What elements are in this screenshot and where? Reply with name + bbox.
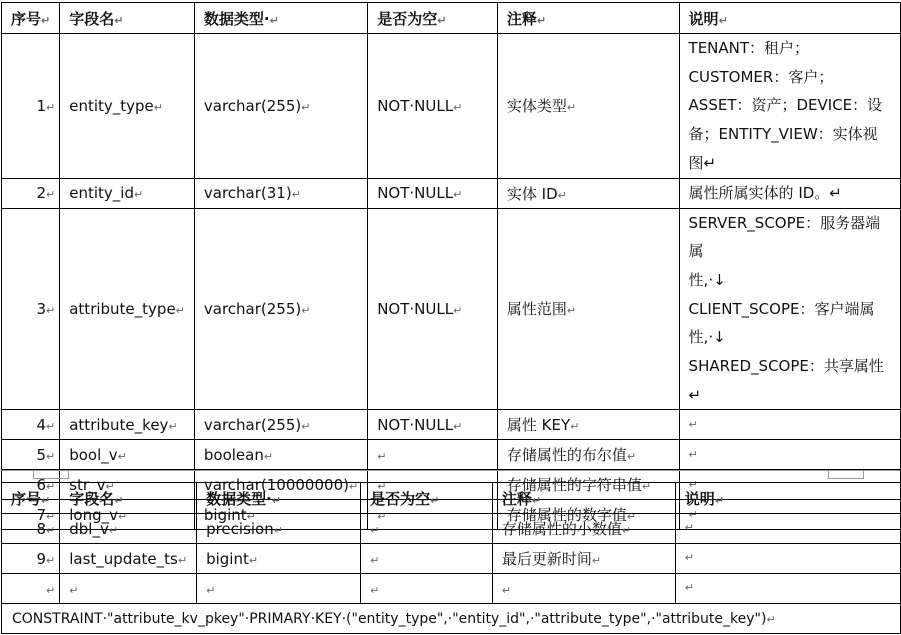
cell-desc	[679, 440, 900, 470]
paragraph-mark: ↵	[46, 479, 56, 493]
paragraph-mark: ↵	[46, 583, 56, 597]
paragraph-mark: ↵	[453, 419, 463, 433]
header-col-desc: 说明↵	[679, 3, 900, 34]
cell-no-text: 1	[36, 96, 47, 115]
paragraph-mark: ↵	[105, 479, 115, 493]
paragraph-mark: ↵	[566, 304, 577, 318]
cell-field-text: entity_type	[69, 96, 154, 115]
paragraph-mark: ↵	[291, 188, 301, 202]
header-col-type: 数据类型·↵	[197, 483, 361, 514]
paragraph-mark: ↵	[348, 479, 359, 493]
cell-type	[194, 34, 367, 179]
cell-no-text: 7	[36, 505, 47, 524]
paragraph-mark: ↵	[453, 303, 463, 317]
paragraph-mark: ↵	[46, 419, 56, 433]
table-row	[2, 514, 901, 544]
paragraph-mark: ↵	[248, 553, 259, 567]
cell-comment	[492, 544, 675, 574]
paragraph-mark: ↵	[46, 449, 56, 463]
cell-no	[2, 410, 60, 440]
cell-field	[60, 34, 195, 179]
paragraph-mark: ↵	[626, 510, 637, 524]
table-row	[2, 440, 901, 470]
paragraph-mark: ↵	[430, 493, 440, 507]
cell-no	[2, 178, 60, 208]
desc-line: CUSTOMER：客户；	[688, 67, 834, 86]
paragraph-mark: ↵	[301, 100, 311, 114]
page-break-line	[1, 470, 900, 471]
cell-type-text: varchar(255)	[203, 96, 302, 115]
header-col-comment: 注释↵	[492, 483, 675, 514]
cell-field-text: attribute_type	[69, 299, 176, 318]
cell-type-text: bigint	[203, 505, 247, 524]
cell-no	[2, 440, 60, 470]
paragraph-mark: ↵	[46, 303, 56, 317]
paragraph-mark: ↵	[591, 554, 602, 567]
paragraph-mark: ↵	[301, 303, 311, 317]
paragraph-mark: ↵	[377, 479, 387, 493]
cell-type-text: boolean	[203, 445, 264, 464]
constraint-text: CONSTRAINT·"attribute_kv_pkey"·PRIMARY·KEY·("entity_type",·"entity_id",·"attribute_type",·"attribute_key")	[12, 610, 767, 627]
page-break-marker-right	[828, 470, 864, 479]
paragraph-mark: ↵	[531, 493, 542, 507]
paragraph-mark: ↵	[626, 450, 637, 464]
cell-field	[60, 544, 197, 574]
cell-no	[2, 34, 60, 179]
header-col-null: 是否为空↵	[368, 3, 498, 34]
cell-type	[194, 178, 367, 208]
cell-field-text: dbl_v	[69, 519, 109, 538]
cell-comment	[492, 514, 675, 544]
cell-comment	[497, 440, 679, 470]
cell-comment-text: 存储属性的字符串值	[506, 476, 642, 495]
cell-no-text: 5	[36, 445, 47, 464]
paragraph-mark: ↵	[69, 583, 79, 597]
cell-type	[197, 514, 361, 544]
header-col-field: 字段名↵	[60, 3, 195, 34]
desc-line: TENANT：租户；	[688, 39, 810, 57]
paragraph-mark: ↵	[437, 13, 447, 27]
page-break-marker-left	[33, 470, 69, 479]
cell-desc	[679, 410, 900, 440]
cell-desc	[679, 34, 900, 179]
cell-null	[368, 178, 498, 208]
cell-comment-text: 最后更新时间	[501, 550, 592, 568]
cell-field-text: str_v	[69, 475, 106, 494]
table-body	[2, 34, 901, 530]
cell-comment-text: 实体 ID	[506, 184, 558, 203]
cell-no	[2, 514, 60, 544]
table-row	[2, 410, 901, 440]
paragraph-mark: ↵	[718, 13, 728, 27]
header-col-field: 字段名↵	[60, 483, 197, 514]
paragraph-mark: ↵	[263, 449, 274, 463]
cell-no	[2, 544, 60, 574]
cell-null-text: NOT·NULL	[377, 415, 454, 434]
paragraph-mark: ↵	[301, 419, 311, 433]
paragraph-mark: ↵	[269, 13, 279, 27]
table-body	[2, 514, 901, 634]
cell-null	[361, 544, 493, 574]
field-table-part2	[1, 479, 901, 634]
cell-type-text: bigint	[206, 549, 249, 568]
cell-field-text: attribute_key	[69, 415, 169, 434]
cell-null	[368, 440, 498, 470]
paragraph-mark: ↵	[117, 509, 128, 523]
paragraph-mark: ↵	[766, 612, 776, 626]
paragraph-mark: ↵	[41, 493, 51, 507]
paragraph-mark: ↵	[370, 553, 380, 567]
field-table-part1	[1, 2, 901, 530]
desc-line: ↵	[688, 417, 698, 431]
cell-no	[2, 208, 60, 410]
cell-field-text: bool_v	[69, 445, 118, 464]
paragraph-mark: ↵	[641, 480, 652, 494]
cell-comment	[497, 178, 679, 208]
cell-desc	[675, 514, 900, 544]
cell-comment	[497, 410, 679, 440]
cell-field	[60, 514, 197, 544]
desc-line: ↵	[688, 507, 698, 521]
cell-field	[60, 410, 195, 440]
paragraph-mark: ↵	[175, 303, 185, 317]
cell-field-text: entity_id	[69, 184, 134, 203]
header-row	[2, 483, 901, 514]
cell-null	[368, 208, 498, 410]
cell-type-text: varchar(10000000)	[203, 475, 349, 494]
cell-type-text: varchar(255)	[203, 415, 302, 434]
header-col-no: 序号↵	[2, 483, 60, 514]
cell-field	[60, 208, 195, 410]
header-col-comment: 注释↵	[497, 3, 679, 34]
paragraph-mark: ↵	[570, 420, 580, 434]
cell-field-text: long_v	[69, 505, 118, 524]
table-row	[2, 208, 901, 410]
cell-desc	[679, 208, 900, 410]
cell-field	[60, 440, 195, 470]
cell-no-text: 4	[36, 415, 47, 434]
cell-comment-text: 存储属性的数字值	[506, 506, 627, 525]
paragraph-mark: ↵	[46, 100, 56, 114]
header-row	[2, 3, 901, 34]
desc-line: SERVER_SCOPE：服务器端属	[688, 213, 881, 261]
cell-no-text: 3	[36, 299, 47, 318]
desc-line: 性,·↓	[688, 328, 726, 347]
cell-type	[194, 208, 367, 410]
paragraph-mark: ↵	[566, 101, 577, 115]
cell-desc	[675, 574, 900, 604]
paragraph-mark: ↵	[271, 493, 281, 507]
cell-no-text: 6	[36, 475, 47, 494]
header-col-null: 是否为空↵	[361, 483, 493, 514]
desc-line: 性,·↓	[688, 270, 726, 289]
cell-type	[194, 410, 367, 440]
paragraph-mark: ↵	[377, 509, 387, 523]
paragraph-mark: ↵	[114, 13, 124, 27]
paragraph-mark: ↵	[168, 419, 178, 433]
table-row	[2, 178, 901, 208]
paragraph-mark: ↵	[536, 13, 547, 27]
paragraph-mark: ↵	[453, 188, 463, 202]
cell-null	[368, 34, 498, 179]
cell-comment-text: 属性范围	[506, 300, 567, 319]
paragraph-mark: ↵	[621, 524, 632, 537]
desc-line: 图↵	[688, 153, 717, 172]
cell-comment	[492, 574, 675, 604]
desc-line: ↵	[684, 521, 695, 535]
cell-null	[361, 574, 493, 604]
cell-type	[194, 440, 367, 470]
paragraph-mark: ↵	[246, 509, 256, 523]
paragraph-mark: ↵	[206, 583, 216, 597]
cell-null	[368, 410, 498, 440]
desc-line: ↵	[684, 551, 695, 565]
cell-type-text: precision	[206, 519, 274, 538]
paragraph-mark: ↵	[714, 493, 725, 507]
paragraph-mark: ↵	[46, 188, 56, 202]
paragraph-mark: ↵	[370, 583, 380, 597]
cell-field-text: last_update_ts	[69, 549, 178, 568]
cell-comment	[497, 208, 679, 410]
cell-comment-text: 实体类型	[506, 97, 567, 116]
cell-comment-text: 属性 KEY	[506, 416, 571, 435]
cell-desc	[679, 178, 900, 208]
cell-type-text: varchar(255)	[203, 299, 302, 318]
paragraph-mark: ↵	[114, 493, 124, 507]
paragraph-mark: ↵	[153, 100, 164, 114]
paragraph-mark: ↵	[46, 523, 56, 537]
cell-no-text: 2	[36, 184, 47, 203]
desc-line: SHARED_SCOPE：共享属性↵	[688, 357, 884, 404]
cell-null-text: NOT·NULL	[377, 184, 454, 203]
desc-line: ↵	[688, 477, 698, 491]
paragraph-mark: ↵	[453, 100, 463, 114]
paragraph-mark: ↵	[133, 188, 144, 202]
paragraph-mark: ↵	[501, 583, 512, 597]
paragraph-mark: ↵	[377, 449, 387, 463]
constraint-cell	[2, 604, 901, 634]
cell-type-text: varchar(31)	[203, 184, 292, 203]
cell-field	[60, 178, 195, 208]
header-col-no: 序号↵	[2, 3, 60, 34]
cell-no-text: 8	[36, 519, 47, 538]
constraint-row	[2, 604, 901, 634]
cell-comment	[497, 34, 679, 179]
paragraph-mark: ↵	[557, 188, 567, 202]
cell-no-text: 9	[36, 549, 47, 568]
paragraph-mark: ↵	[108, 523, 119, 537]
paragraph-mark: ↵	[41, 13, 51, 27]
cell-null-text: NOT·NULL	[377, 96, 454, 115]
cell-type	[197, 544, 361, 574]
cell-comment-text: 存储属性的布尔值	[506, 446, 627, 465]
desc-line: ↵	[688, 447, 698, 461]
cell-type	[197, 574, 361, 604]
table-row	[2, 574, 901, 604]
table-row	[2, 544, 901, 574]
paragraph-mark: ↵	[370, 523, 380, 537]
paragraph-mark: ↵	[46, 509, 56, 523]
header-col-type: 数据类型·↵	[194, 3, 367, 34]
cell-field	[60, 574, 197, 604]
cell-null	[361, 514, 493, 544]
cell-null-text: NOT·NULL	[377, 299, 454, 318]
paragraph-mark: ↵	[177, 553, 188, 567]
paragraph-mark: ↵	[46, 553, 56, 567]
paragraph-mark: ↵	[117, 449, 127, 463]
desc-line: ↵	[684, 581, 695, 595]
desc-line: CLIENT_SCOPE：客户端属	[688, 299, 875, 318]
desc-line: 备；ENTITY_VIEW：实体视	[688, 125, 878, 144]
cell-comment-text: 存储属性的小数值	[501, 520, 622, 538]
desc-line: 属性所属实体的 ID。↵	[688, 183, 842, 202]
paragraph-mark: ↵	[273, 523, 283, 537]
header-col-desc: 说明↵	[675, 483, 900, 514]
table-row	[2, 34, 901, 179]
cell-no	[2, 574, 60, 604]
desc-line: ASSET：资产；DEVICE：设	[688, 96, 883, 115]
cell-desc	[675, 544, 900, 574]
